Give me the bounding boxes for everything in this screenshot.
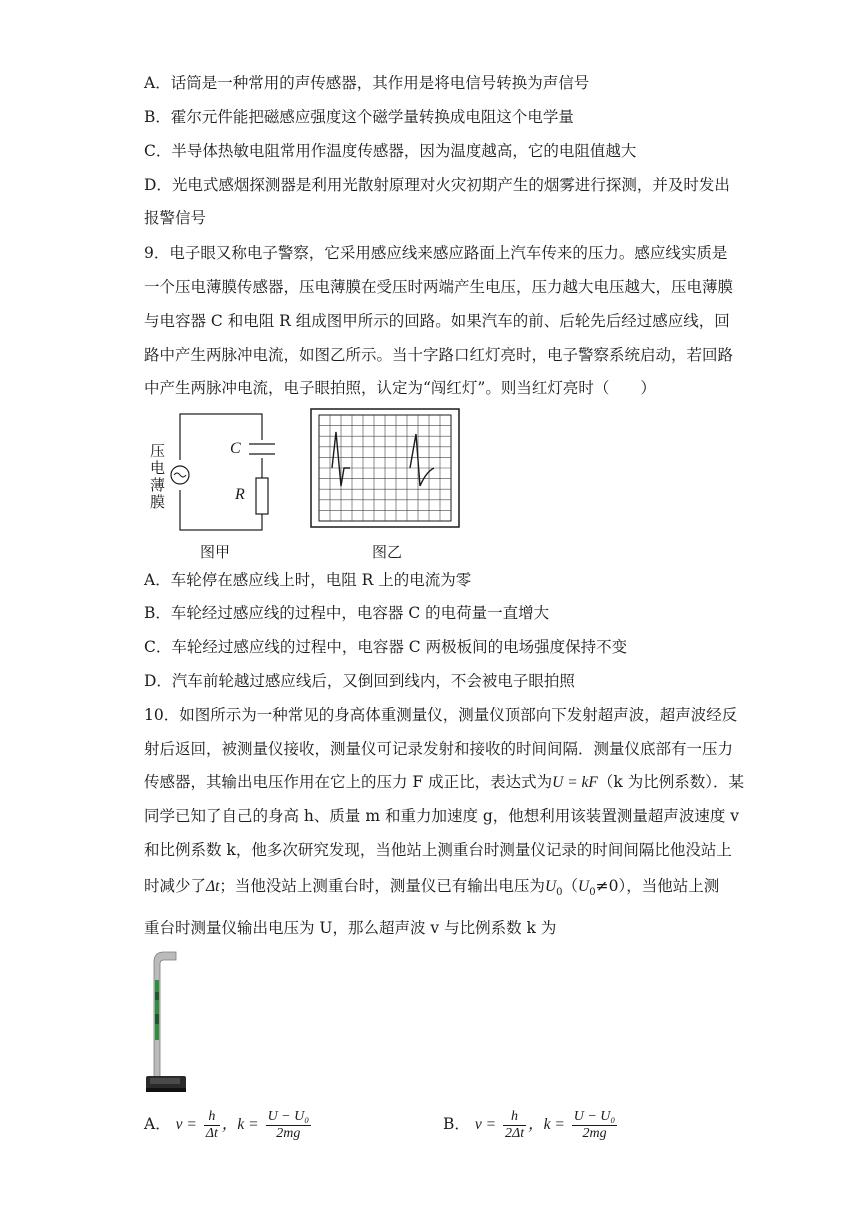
q10-option-b-v: v =: [474, 1116, 497, 1133]
q8-option-b: B．霍尔元件能把磁感应强度这个磁学量转换成电阻这个电学量: [144, 108, 574, 126]
q9-stem-line-4: 路中产生两脉冲电流，如图乙所示。当十字路口红灯亮时，电子警察系统启动，若回路: [144, 346, 734, 364]
q10-option-a-v-frac: [204, 1109, 220, 1142]
q10-option-b-k: ，k =: [528, 1116, 565, 1133]
q10-option-b: [443, 1104, 619, 1144]
u0-subscript-2: 0: [589, 887, 596, 899]
q10-stem-line-6b: ；当他没站上测重台时，测量仪已有输出电压为: [219, 877, 545, 895]
oscilloscope-figure: [310, 408, 460, 528]
q10-stem-line-4: 同学已知了自己的身高 h、质量 m 和重力加速度 g，他想利用该装置测量超声波速度 v: [144, 807, 739, 825]
q9-option-c: C．车轮经过感应线的过程中，电容器 C 两极板间的电场强度保持不变: [144, 638, 628, 656]
q10-stem-line-3a: 传感器，其输出电压作用在它上的压力 F 成正比，表达式为: [144, 773, 553, 791]
height-weight-scale-image: [140, 950, 190, 1100]
q10-stem-line-6c: （: [562, 877, 579, 895]
q10-stem-line-3b: （k 为比例系数）．某: [597, 773, 744, 791]
q10-option-a-label: A．: [144, 1115, 171, 1133]
q10-option-b-v-num: h: [503, 1109, 526, 1126]
q10-stem-line-6d: ≠0），当他站上测: [595, 877, 720, 895]
q9-stem-line-2: 一个压电薄膜传感器，压电薄膜在受压时两端产生电压，压力越大电压越大，压电薄膜: [144, 278, 734, 296]
q10-stem-line-7: 重台时测量仪输出电压为 U，那么超声波 v 与比例系数 k 为: [144, 919, 557, 937]
q10-stem-line-6a: 时减少了: [144, 877, 207, 895]
q10-option-a-v: v =: [175, 1116, 197, 1133]
q9-option-b: B．车轮经过感应线的过程中，电容器 C 的电荷量一直增大: [144, 604, 550, 622]
delta-t-symbol: Δt: [206, 878, 220, 895]
resistor-label: R: [235, 486, 245, 503]
q10-stem-line-1: 10．如图所示为一种常见的身高体重测量仪，测量仪顶部向下发射超声波，超声波经反: [144, 706, 738, 724]
q9-option-d: D．汽车前轮越过感应线后，又倒回到线内，不会被电子眼拍照: [144, 672, 575, 690]
formula-u-kf: U = kF: [552, 774, 598, 791]
q10-option-a-v-num: h: [204, 1109, 220, 1126]
q9-stem-line-1: 9．电子眼又称电子警察，它采用感应线来感应路面上汽车传来的压力。感应线实质是: [144, 244, 728, 262]
u0-symbol-2: U: [578, 878, 590, 895]
q8-option-d-cont: 报警信号: [144, 209, 207, 227]
figure-b-caption: 图乙: [372, 543, 403, 561]
q10-option-b-k-den: 2mg: [582, 1125, 607, 1141]
q10-option-b-k-frac: [572, 1109, 618, 1142]
q8-option-c: C．半导体热敏电阻常用作温度传感器，因为温度越高，它的电阻值越大: [144, 142, 637, 160]
q8-option-d: D．光电式感烟探测器是利用光散射原理对火灾初期产生的烟雾进行探测，并及时发出: [144, 176, 730, 194]
q10-stem-line-3: [144, 772, 744, 793]
q9-option-a: A．车轮停在感应线上时，电阻 R 上的电流为零: [144, 571, 472, 589]
q10-option-a-k: ，k =: [221, 1116, 259, 1133]
capacitor-label: C: [230, 440, 241, 457]
film-label-3: 薄: [150, 476, 166, 494]
film-label-4: 膜: [150, 493, 166, 511]
q9-stem-line-5: 中产生两脉冲电流，电子眼拍照，认定为“闯红灯”。则当红灯亮时（ ）: [144, 379, 656, 397]
q10-option-a-k-num: U − U₀: [267, 1108, 310, 1124]
u0-symbol: U: [544, 878, 557, 895]
u0-subscript: 0: [556, 887, 563, 899]
q10-option-b-label: B．: [443, 1115, 470, 1133]
film-label-1: 压: [150, 442, 166, 460]
q9-stem-line-3: 与电容器 C 和电阻 R 组成图甲所示的回路。如果汽车的前、后轮先后经过感应线，回: [144, 312, 730, 330]
q10-option-a: [144, 1104, 313, 1144]
q10-option-a-v-den: Δt: [205, 1125, 218, 1141]
q10-option-a-k-frac: [266, 1109, 312, 1142]
q10-option-b-v-frac: [503, 1109, 526, 1142]
q8-option-a: A．话筒是一种常用的声传感器，其作用是将电信号转换为声信号: [144, 74, 590, 92]
film-label-2: 电: [150, 459, 166, 477]
q10-stem-line-5: 和比例系数 k，他多次研究发现，当他站上测重台时测量仪记录的时间间隔比他没站上: [144, 841, 732, 859]
q10-option-b-k-num: U − U₀: [573, 1108, 616, 1124]
figure-a-caption: 图甲: [200, 543, 231, 561]
q10-stem-line-2: 射后返回，被测量仪接收，测量仪可记录发射和接收的时间间隔．测量仪底部有一压力: [144, 740, 734, 758]
q10-option-a-k-den: 2mg: [276, 1125, 301, 1141]
q10-stem-line-6: [144, 876, 719, 903]
q10-option-b-v-den: 2Δt: [504, 1125, 525, 1141]
